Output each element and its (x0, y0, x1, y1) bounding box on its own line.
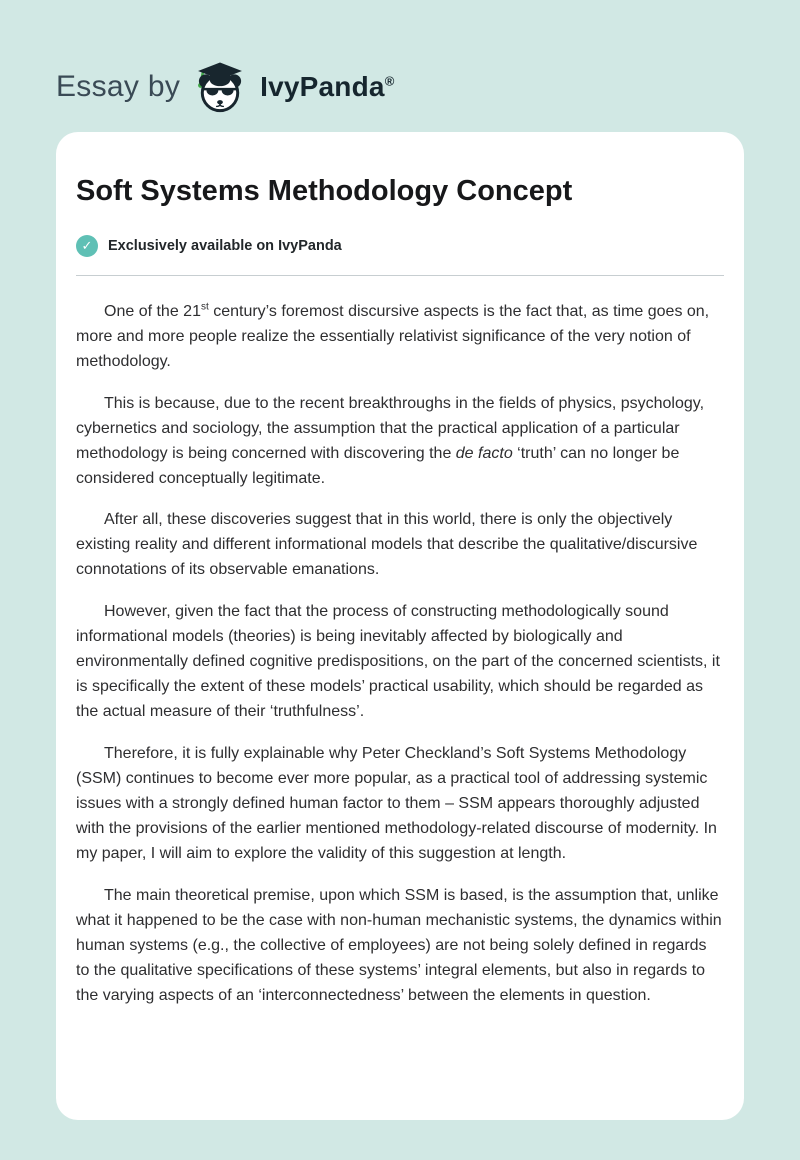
registered-mark: ® (384, 73, 395, 89)
superscript-ordinal: st (200, 301, 209, 313)
essay-paragraph-6: The main theoretical premise, upon which SSM is based, is the assumption that, unlike what it happened to be the case with non-human mechanistic systems, the dynamics within human systems (e.g., the collective of employees) are not being solely defined in regards to the qualitative specifications of these systems’ integral elements, but also in regards to the varying aspects of an ‘interconnectedness’ between the elements in question. (76, 886, 722, 1004)
paragraph-text: One of the 21 (104, 302, 201, 320)
ivypanda-logo-icon (193, 60, 247, 114)
availability-badge-label: Exclusively available on IvyPanda (108, 237, 342, 254)
brand-text: IvyPanda (260, 71, 385, 102)
divider (76, 275, 724, 276)
essay-card (56, 132, 744, 1120)
italic-term: de facto (455, 444, 513, 462)
paragraph-text: century’s foremost discursive aspects is the fact that, as time goes on, more and more people realize the essentially relativist significance of the very notion of methodology. (76, 302, 710, 370)
essay-paragraph-4: However, given the fact that the process of constructing methodologically sound informational models (theories) is being inevitably affected by biologically and environmentally defined cognitive predispositions, on the part of the concerned scientists, it is specifically the extent of these models’ practical usability, which should be regarded as the actual measure of their ‘truthfulness’. (76, 603, 720, 721)
essay-paragraph-5: Therefore, it is fully explainable why Peter Checkland’s Soft Systems Methodology (SSM) continues to become ever more popular, as a practical tool of addressing systemic issues with a strongly defined human factor to them – SSM appears thoroughly adjusted with the provisions of the earlier mentioned methodology-related discourse of modernity. In my paper, I will aim to explore the validity of this suggestion at length. (76, 745, 717, 862)
paragraph-text: ‘truth’ can no longer be considered conceptually legitimate. (76, 444, 680, 487)
essay-paragraph-1 (76, 300, 724, 375)
essay-by-label: Essay by (56, 70, 181, 103)
essay-title: Soft Systems Methodology Concept (76, 175, 573, 207)
site-header (0, 0, 800, 132)
paragraph-text: This is because, due to the recent breakthroughs in the fields of physics, psychology, cybernetics and sociology, the assumption that the practical application of a particular methodology is being concerned with discovering the (76, 394, 705, 462)
availability-badge (76, 235, 724, 257)
check-icon: ✓ (76, 235, 98, 257)
essay-paragraph-3: After all, these discoveries suggest that in this world, there is only the objectively existing reality and different informational models that describe the qualitative/discursive connotations of its observable emanations. (76, 511, 698, 579)
essay-paragraph-2 (76, 392, 724, 492)
brand-name (260, 71, 394, 103)
